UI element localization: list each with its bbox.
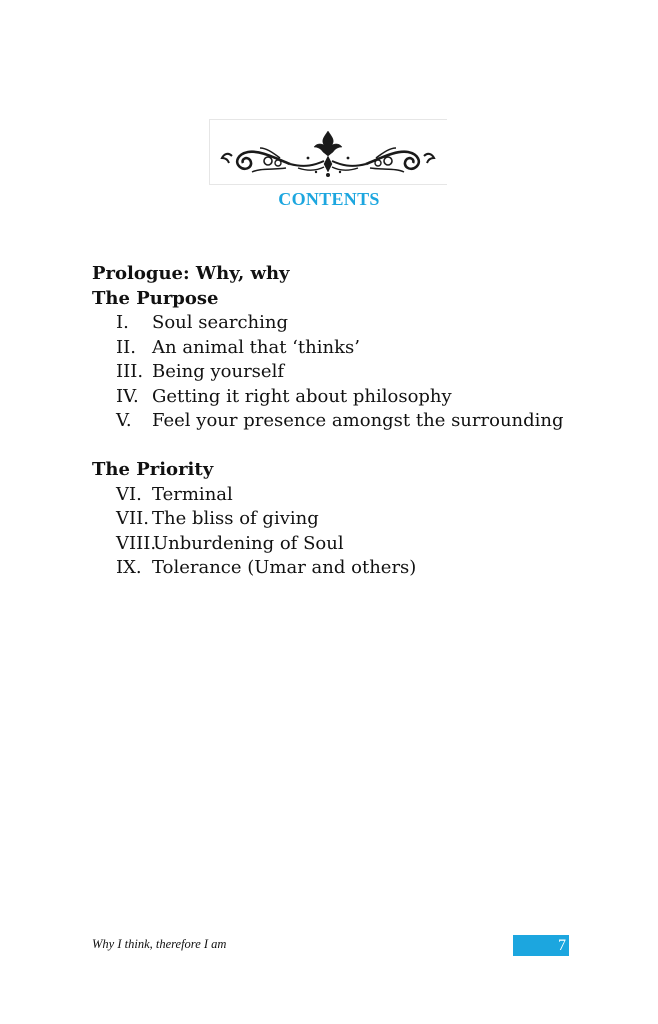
toc-item-number: VII. (116, 508, 149, 529)
toc-item-title: Tolerance (Umar and others) (152, 557, 417, 578)
contents-title: CONTENTS (278, 189, 380, 209)
toc-item-number: V. (116, 410, 132, 431)
toc-item[interactable] (92, 409, 612, 434)
toc-prologue[interactable]: Prologue: Why, why (92, 263, 290, 284)
toc-item[interactable] (92, 556, 612, 581)
toc-item-title: Soul searching (152, 312, 289, 333)
toc-section-priority[interactable]: The Priority (92, 459, 214, 480)
toc-item-title: The bliss of giving (152, 508, 319, 529)
toc-section-purpose[interactable]: The Purpose (92, 287, 219, 309)
toc-item-number: I. (116, 312, 129, 333)
flourish-ornament-icon (220, 128, 436, 180)
toc-item-number: III. (116, 361, 144, 382)
toc-item[interactable] (92, 360, 612, 385)
toc-item[interactable] (92, 385, 612, 410)
toc-item-number: IV. (116, 385, 139, 407)
toc-item-title: Unburdening of Soul (153, 532, 344, 554)
toc-item[interactable] (92, 532, 612, 557)
toc-item[interactable] (92, 311, 612, 336)
toc-item-number: VI. (116, 483, 142, 505)
toc-item-title: An animal that ‘thinks’ (152, 336, 360, 358)
toc-item-title: Terminal (152, 483, 233, 505)
toc-item-title: Getting it right about philosophy (152, 385, 452, 407)
toc-item-number: II. (116, 336, 136, 358)
table-of-contents (92, 262, 612, 581)
toc-item-title: Feel your presence amongst the surrounding (152, 410, 564, 431)
ornament-frame (209, 119, 447, 185)
toc-item[interactable] (92, 507, 612, 532)
page-number-badge: 7 (513, 935, 569, 956)
toc-item-number: VIII. (116, 532, 157, 554)
toc-item[interactable] (92, 483, 612, 508)
toc-item[interactable] (92, 336, 612, 361)
toc-item-title: Being yourself (152, 361, 284, 382)
section-spacer (92, 434, 612, 459)
footer-book-title: Why I think, therefore I am (92, 937, 227, 951)
toc-item-number: IX. (116, 557, 142, 578)
